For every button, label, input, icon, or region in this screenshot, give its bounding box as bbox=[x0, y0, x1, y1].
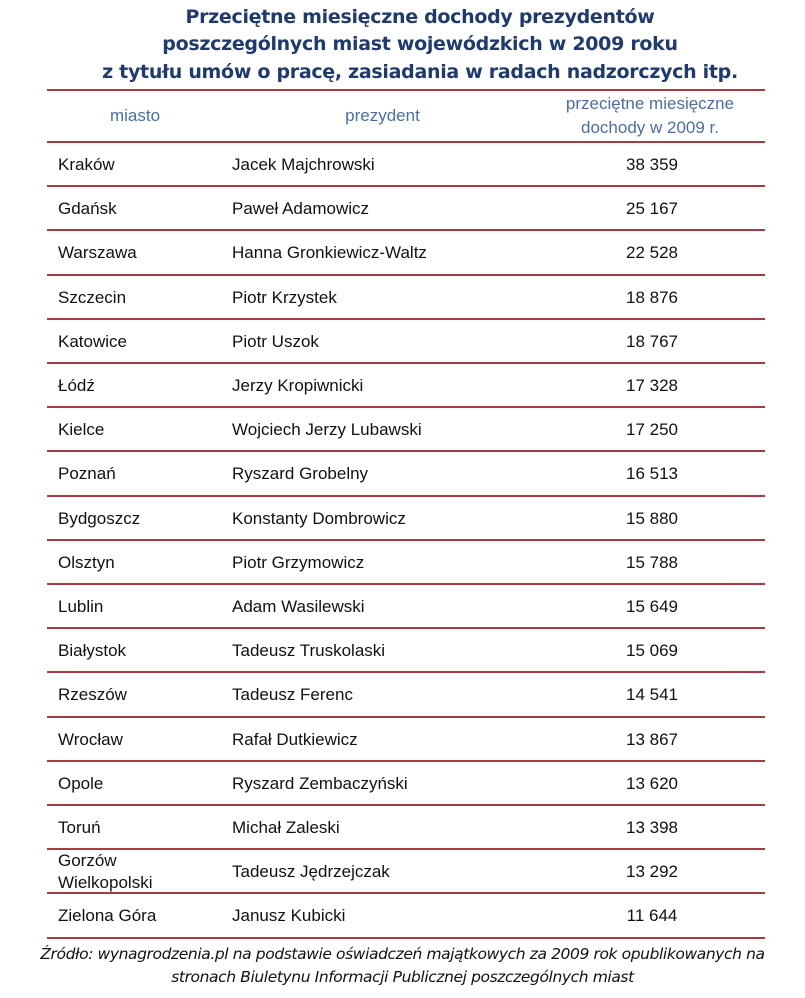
president-cell: Tadeusz Truskolaski bbox=[232, 641, 386, 661]
city-cell: Lublin bbox=[58, 597, 104, 616]
president-cell: Hanna Gronkiewicz-Waltz bbox=[232, 243, 427, 263]
city-cell: Olsztyn bbox=[58, 552, 115, 572]
city-cell: Wrocław bbox=[58, 729, 123, 749]
table-row bbox=[47, 231, 765, 275]
city-cell: Gorzów Wielkopolski bbox=[58, 851, 153, 893]
table-row bbox=[47, 806, 765, 850]
city-cell: Białystok bbox=[58, 641, 127, 661]
table-row bbox=[47, 187, 765, 231]
table-row bbox=[47, 850, 765, 894]
president-cell: Piotr Grzymowicz bbox=[232, 552, 365, 572]
city-cell: Szczecin bbox=[58, 287, 127, 307]
income-cell: 15 880 bbox=[626, 508, 678, 528]
city-cell: Rzeszów bbox=[58, 685, 127, 705]
title-line-2: poszczególnych miast wojewódzkich w 2009 roku bbox=[162, 33, 678, 55]
city-cell: Katowice bbox=[58, 331, 127, 351]
table-row bbox=[47, 452, 765, 496]
city-cell: Opole bbox=[58, 773, 104, 793]
header-income-line-2: dochody w 2009 r. bbox=[581, 118, 719, 137]
city-cell: Warszawa bbox=[58, 243, 137, 263]
income-cell: 13 620 bbox=[626, 773, 678, 793]
header-president: prezydent bbox=[345, 106, 420, 125]
income-cell: 18 876 bbox=[626, 287, 678, 307]
header-city: miasto bbox=[109, 106, 161, 125]
income-cell: 15 069 bbox=[626, 641, 678, 661]
president-cell: Jacek Majchrowski bbox=[232, 155, 375, 174]
income-cell: 25 167 bbox=[626, 199, 678, 219]
president-cell: Piotr Uszok bbox=[232, 331, 319, 351]
table-row bbox=[47, 629, 765, 673]
table-row bbox=[47, 762, 765, 806]
income-cell: 13 398 bbox=[626, 818, 678, 837]
source-line-1: Źródło: wynagrodzenia.pl na podstawie oświadczeń majątkowych za 2009 rok opublikowanych na bbox=[40, 945, 765, 963]
city-cell: Toruń bbox=[58, 818, 101, 837]
income-cell: 17 250 bbox=[626, 420, 678, 440]
president-cell: Tadeusz Jędrzejczak bbox=[232, 862, 390, 882]
header-income bbox=[540, 92, 760, 140]
city-cell: Bydgoszcz bbox=[58, 508, 141, 528]
city-cell: Kraków bbox=[58, 155, 115, 174]
city-cell: Łódź bbox=[58, 376, 95, 395]
president-cell: Tadeusz Ferenc bbox=[232, 685, 353, 705]
city-cell: Kielce bbox=[58, 420, 105, 440]
income-cell: 15 649 bbox=[626, 597, 678, 616]
title-line-1: Przeciętne miesięczne dochody prezydentów bbox=[185, 6, 655, 28]
president-cell: Ryszard Grobelny bbox=[232, 464, 369, 484]
income-cell: 16 513 bbox=[626, 464, 678, 484]
president-cell: Wojciech Jerzy Lubawski bbox=[232, 420, 422, 440]
table-row bbox=[47, 718, 765, 762]
table-row bbox=[47, 894, 765, 938]
income-cell: 15 788 bbox=[626, 552, 678, 572]
president-cell: Ryszard Zembaczyński bbox=[232, 773, 408, 793]
income-cell: 11 644 bbox=[626, 906, 678, 926]
income-cell: 13 867 bbox=[626, 729, 678, 749]
city-cell: Poznań bbox=[58, 464, 116, 484]
president-cell: Michał Zaleski bbox=[232, 818, 340, 837]
table-row bbox=[47, 276, 765, 320]
table-row bbox=[47, 673, 765, 717]
top-rule bbox=[47, 89, 765, 91]
president-cell: Rafał Dutkiewicz bbox=[232, 729, 358, 749]
table-row bbox=[47, 408, 765, 452]
president-cell: Piotr Krzystek bbox=[232, 287, 337, 307]
president-cell: Janusz Kubicki bbox=[232, 906, 346, 926]
income-cell: 18 767 bbox=[626, 331, 678, 351]
income-cell: 17 328 bbox=[626, 376, 678, 395]
income-cell: 38 359 bbox=[626, 155, 678, 174]
table-row bbox=[47, 585, 765, 629]
president-cell: Jerzy Kropiwnicki bbox=[232, 376, 364, 395]
row-divider bbox=[47, 937, 765, 939]
president-cell: Adam Wasilewski bbox=[232, 597, 365, 616]
table-row bbox=[47, 541, 765, 585]
income-cell: 22 528 bbox=[626, 243, 678, 263]
table-row bbox=[47, 320, 765, 364]
table-row bbox=[47, 497, 765, 541]
president-cell: Paweł Adamowicz bbox=[232, 199, 370, 219]
title-line-3: z tytułu umów o pracę, zasiadania w radach nadzorczych itp. bbox=[102, 61, 738, 83]
table-row bbox=[47, 143, 765, 187]
table-row bbox=[47, 364, 765, 408]
header-income-line-1: przeciętne miesięczne bbox=[565, 94, 735, 113]
city-cell: Zielona Góra bbox=[58, 906, 157, 926]
income-cell: 13 292 bbox=[626, 862, 678, 882]
source-line-2: stronach Biuletynu Informacji Publicznej poszczególnych miast bbox=[171, 968, 634, 986]
income-cell: 14 541 bbox=[626, 685, 678, 705]
city-cell: Gdańsk bbox=[58, 199, 117, 219]
president-cell: Konstanty Dombrowicz bbox=[232, 508, 406, 528]
